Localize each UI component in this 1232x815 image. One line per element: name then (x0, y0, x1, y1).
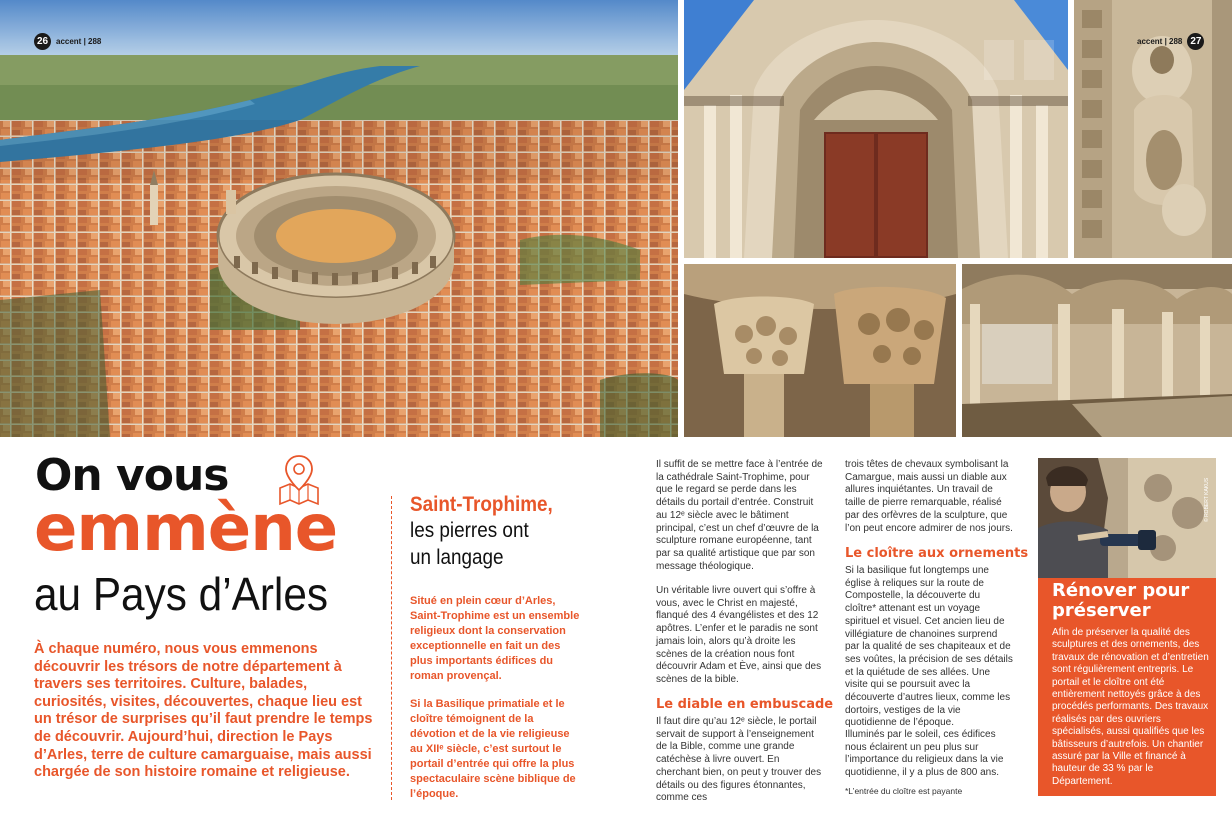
body-paragraph-4: trois têtes de chevaux symbolisant la Camargue, mais aussi un diable aux allures inquiétantes. Un travail de taille de pierre remarquable, réalisé par des orfèvres de la sculpture, que l’on peut encore admirer de nos jours. (845, 459, 1013, 534)
body-paragraph-1: Il suffit de se mettre face à l’entrée de la cathédrale Saint-Trophime, pour que le regard se perde dans les détails du portail d’entrée. Construit au 12ᵉ siècle avec le bâtiment principal, c’est un chef d’œuvre de la sculpture romane européenne, tant par sa qualité artistique que par son message théologique. (656, 459, 823, 572)
restorer-at-work-icon (1038, 458, 1216, 578)
title-line-3: au Pays d’Arles (34, 568, 329, 620)
sidebar-text: Afin de préserver la qualité des sculptures et des ornements, des travaux de rénovation et d’entretien sont régulièrement entrepris. Le portail et le cloître ont été entièrement nettoyés grâce à des procédés performants. Des travaux réalisés par des ouvriers spécialisés, aussi qualifiés que les bâtisseurs d’autrefois. Un chantier assuré par la Ville et financé à hauteur de 33 % par le Département. (1052, 627, 1209, 787)
left-page-number: 26 (34, 33, 51, 50)
right-folio-label: accent | 288 (1137, 37, 1183, 46)
article-subheading: les pierres ont un langage (410, 519, 529, 569)
title-line-2: emmène (34, 492, 338, 566)
article-heading: Saint-Trophime, (410, 493, 553, 516)
cloister-gallery-icon (962, 264, 1232, 437)
lead-paragraph-2: Si la Basilique primatiale et le cloître témoignent de la dévotion et de la vie religieuse au XIIᵉ siècle, c’est surtout le portail d’entrée qui offre la plus spectaculaire scène biblique de l’époque. (410, 698, 576, 800)
intro-paragraph: À chaque numéro, nous vous emmenons découvrir les trésors de notre département à travers ses territoires. Culture, balades, curiosités, visites, découvertes, chaque lieu est un trésor de surprises qu’il faut prendre le temps de découvrir. Aujourd’hui, direction le Pays d’Arles, terre de culture camarguaise, mais aussi chargée de son histoire romaine et religieuse. (34, 641, 373, 781)
sidebar-title: Rénover pour préserver (1052, 580, 1190, 621)
lead-paragraph-1: Situé en plein cœur d’Arles, Saint-Trophime est un ensemble religieux dont la conservation exceptionnelle en fait un des plus importants édifices du roman provençal. (410, 595, 580, 682)
body-paragraph-5: Si la basilique fut longtemps une église à reliques sur la route de Compostelle, la découverte du cloître* attenant est un voyage spirituel et visuel. Cet ancien lieu de villégiature de chanoines surprend par la qualité de ses chapiteaux et de ses voûtes, la précision de ses détails et la quiétude de ses allées. Une visite qui se poursuit avec la découverte d’autres lieux, comme les dortoirs, vestiges de la vie quotidienne de l’époque. (845, 565, 1013, 729)
title-line-1: On vous (35, 450, 229, 501)
carved-capitals-icon (684, 264, 956, 437)
photo-credit: © ROBERT KAKUS (1204, 477, 1210, 522)
footnote: *L’entrée du cloître est payante (845, 786, 963, 796)
body-paragraph-2: Un véritable livre ouvert qui s’offre à vous, avec le Christ en majesté, flanqué des 4 évangélistes et des 12 apôtres. L’enfer et le paradis ne sont jamais loin, alors qu’à droite les scènes de la création nous font découvrir Adam et Ève, ainsi que des scènes de la bible. (656, 585, 822, 685)
right-folio (1137, 33, 1204, 50)
body-paragraph-3: Il faut dire qu’au 12ᵉ siècle, le portail servait de support à l’enseignement de la Bible, comme une grande catéchèse à livre ouvert. En cherchant bien, on peut y trouver des détails ou des figures étonnantes, comme ces (656, 716, 822, 804)
cathedral-portal-icon (684, 0, 1068, 258)
body-paragraph-6: Illuminés par le soleil, ces édifices nous éclairent un peu plus sur l’importance du religieux dans la vie quotidienne, il y a plus de 800 ans. (845, 729, 1004, 779)
column-divider (391, 496, 392, 800)
left-folio-label: accent | 288 (56, 37, 102, 46)
section-heading-cloister: Le cloître aux ornements (845, 546, 1029, 561)
right-page-number: 27 (1187, 33, 1204, 50)
left-folio (34, 33, 101, 50)
aerial-view-arles-icon (0, 0, 678, 437)
section-heading-devil: Le diable en embuscade (656, 697, 834, 712)
